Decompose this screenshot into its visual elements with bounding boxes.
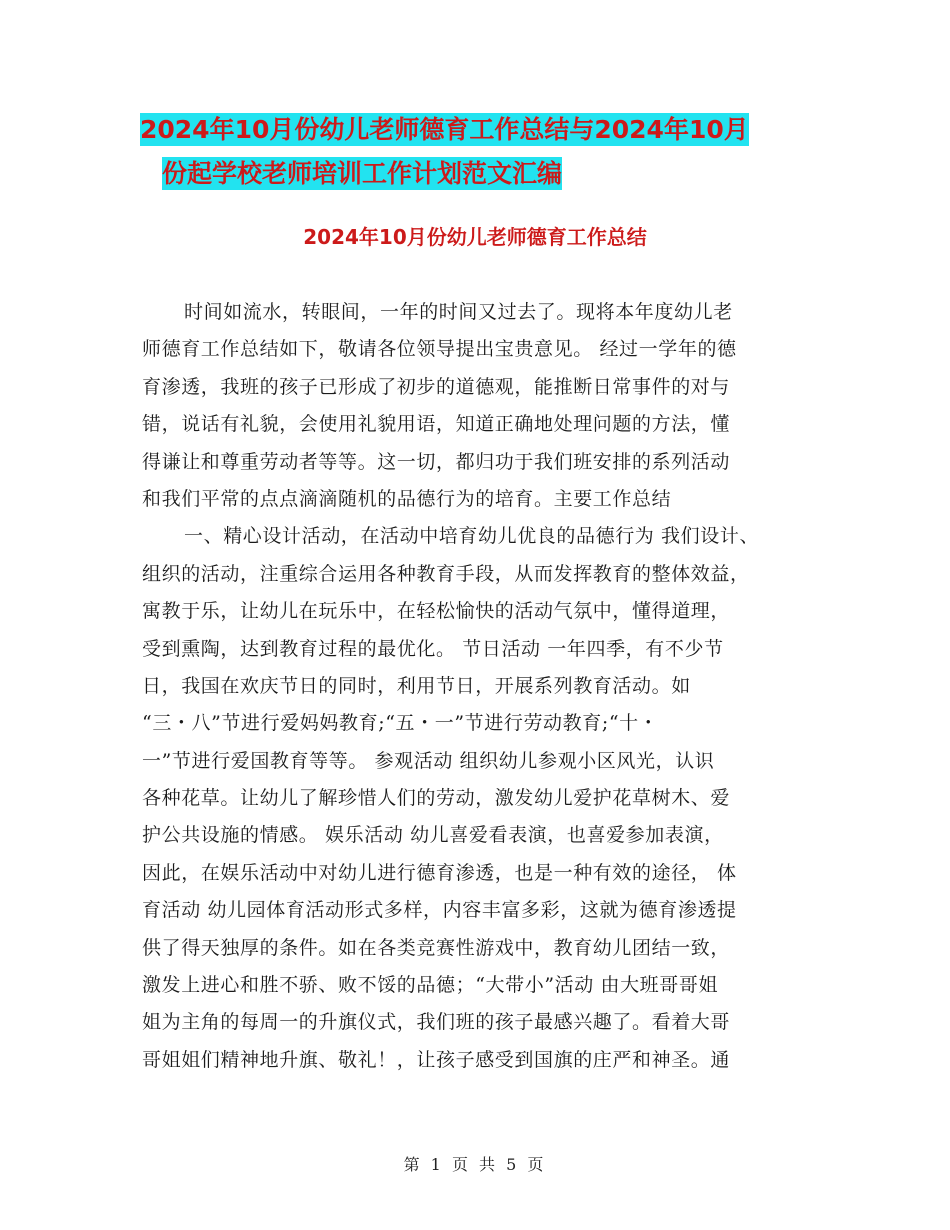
text-line: 时间如流水，转眼间，一年的时间又过去了。现将本年度幼儿老	[184, 301, 733, 323]
title-line-1	[140, 108, 830, 152]
text-line: 组织的活动，注重综合运用各种教育手段，从而发挥教育的整体效益，	[142, 562, 750, 585]
text-line: 各种花草。让幼儿了解珍惜人们的劳动，激发幼儿爱护花草树木、爱	[142, 787, 731, 810]
text-line: 受到熏陶，达到教育过程的最优化。 节日活动 一年四季，有不少节	[142, 637, 724, 660]
text-line: 护公共设施的情感。 娱乐活动 幼儿喜爱看表演，也喜爱参加表演，	[142, 824, 724, 847]
text-line: 育渗透，我班的孩子已形成了初步的道德观，能推断日常事件的对与	[142, 375, 731, 398]
text-line: 师德育工作总结如下，敬请各位领导提出宝贵意见。 经过一学年的德	[142, 338, 737, 361]
text-line: 得谦让和尊重劳动者等等。这一切，都归功于我们班安排的系列活动	[142, 450, 731, 473]
text-line: 育活动 幼儿园体育活动形式多样，内容丰富多彩，这就为德育渗透提	[142, 899, 737, 922]
text-line: 寓教于乐，让幼儿在玩乐中，在轻松愉快的活动气氛中，懂得道理，	[142, 600, 731, 623]
text-line: “三・八”节进行爱妈妈教育;“五・一”节进行劳动教育;“十・	[142, 712, 659, 735]
text-line: 供了得天独厚的条件。如在各类竞赛性游戏中，教育幼儿团结一致，	[142, 936, 731, 959]
text-line: 错，说话有礼貌，会使用礼貌用语，知道正确地处理问题的方法，懂	[142, 413, 731, 436]
text-line: 和我们平常的点点滴滴随机的品德行为的培育。主要工作总结	[142, 487, 672, 510]
text-line: 一”节进行爱国教育等等。 参观活动 组织幼儿参观小区风光，认识	[142, 749, 715, 772]
title-line-2	[140, 152, 830, 196]
text-line: 哥姐姐们精神地升旗、敬礼！，让孩子感受到国旗的庄严和神圣。通	[142, 1048, 731, 1071]
title-highlight-1: 2024年10月份幼儿老师德育工作总结与2024年10月	[140, 115, 749, 144]
text-line: 姐为主角的每周一的升旗仪式，我们班的孩子最感兴趣了。看着大哥	[142, 1011, 731, 1034]
page-footer: 第 1 页 共 5 页	[403, 1155, 547, 1174]
text-line: 激发上进心和胜不骄、败不馁的品德；“大带小”活动 由大班哥哥姐	[142, 974, 719, 997]
title-highlight-2: 份起学校老师培训工作计划范文汇编	[162, 159, 563, 188]
section-title: 2024年10月份幼儿老师德育工作总结	[303, 225, 647, 249]
document-title	[140, 108, 830, 196]
text-line: 一、精心设计活动，在活动中培育幼儿优良的品德行为 我们设计、	[184, 525, 760, 548]
text-line: 日，我国在欢庆节日的同时，利用节日，开展系列教育活动。如	[142, 674, 691, 697]
text-line: 因此，在娱乐活动中对幼儿进行德育渗透，也是一种有效的途径， 体	[142, 861, 737, 884]
body-text	[142, 294, 812, 1079]
